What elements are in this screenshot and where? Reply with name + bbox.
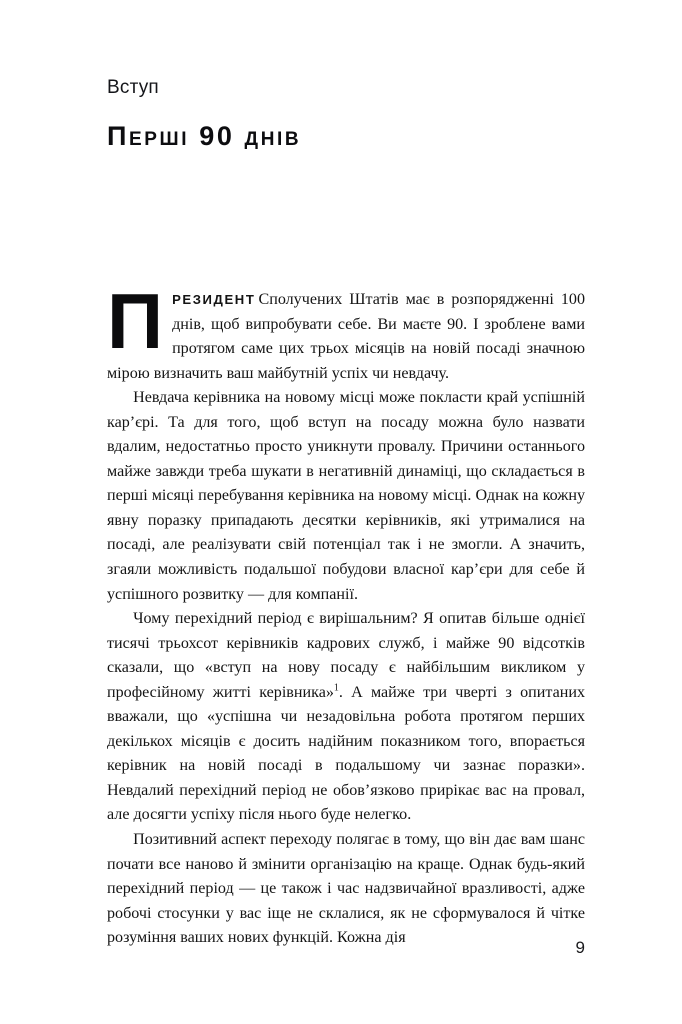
section-eyebrow: Вступ [107, 77, 159, 98]
page-title: Перші 90 днів [107, 120, 302, 151]
page-header [107, 78, 585, 170]
paragraph-2-text: Невдача керівника на новому місці може покласти край успішній кар’єрі. Та для того, щоб вступ на посаду можна було назвати вдалим, недостатньо просто уникнути провалу. Причини останнього майже завжди треба шукати в негативній динаміці, що складається в перші місяці перебування керівника на новому місці. Однак на кожну явну поразку припадають десятки керівників, які утрималися на посаді, але реалізувати свій потенціал так і не змогли. А значить, згаяли можливість подальшої побудови власної кар’єри для себе й успішного розвитку — для компанії. [107, 389, 585, 603]
paragraph-4-text: Позитивний аспект переходу полягає в тому, що він дає вам шанс почати все наново й змінити організацію на краще. Однак будь-який перехідний період — це також і час надзвичайної вразливості, адже робочі стосунки у вас іще не склалися, як не сформувалося й чітке розуміння ваших нових функцій. Кожна дія [107, 831, 585, 947]
paragraph-3-text-after-footnote: . А майже три чверті з опитаних вважали, що «успішна чи незадовільна робота протягом перших декількох місяців є досить надійним показником того, впорається керівник на новій посаді в подальшому чи зазнає поразки». Невдалий перехідний період не обов’язково прирікає вас на провал, але досягти успіху після нього буде нелегко. [107, 683, 585, 824]
paragraph-1-text: Сполучених Штатів має в розпорядженні 100 днів, щоб випробувати себе. Ви маєте 90. І зроблене вами протягом саме цих трьох місяців на новій посаді значною мірою визначить ваш майбутній успіх чи невдачу. [107, 291, 585, 382]
paragraph-1 [107, 277, 585, 386]
paragraph-4 [107, 828, 585, 951]
body-text [107, 277, 585, 951]
paragraph-3-text-before-footnote: Чому перехідний період є вирішальним? Я опитав більше однієї тисячі трьохсот керівників кадрових служб, і майже 90 відсотків сказали, що «вступ на нову посаду є найбільшим викликом у професійному житті керівника» [107, 610, 585, 701]
page-number: 9 [575, 938, 585, 957]
footnote-marker: 1 [333, 682, 339, 694]
drop-cap: П [107, 277, 164, 365]
paragraph-2 [107, 386, 585, 607]
paragraph-3 [107, 607, 585, 828]
small-caps-opening: РЕЗИДЕНТ [172, 292, 256, 307]
